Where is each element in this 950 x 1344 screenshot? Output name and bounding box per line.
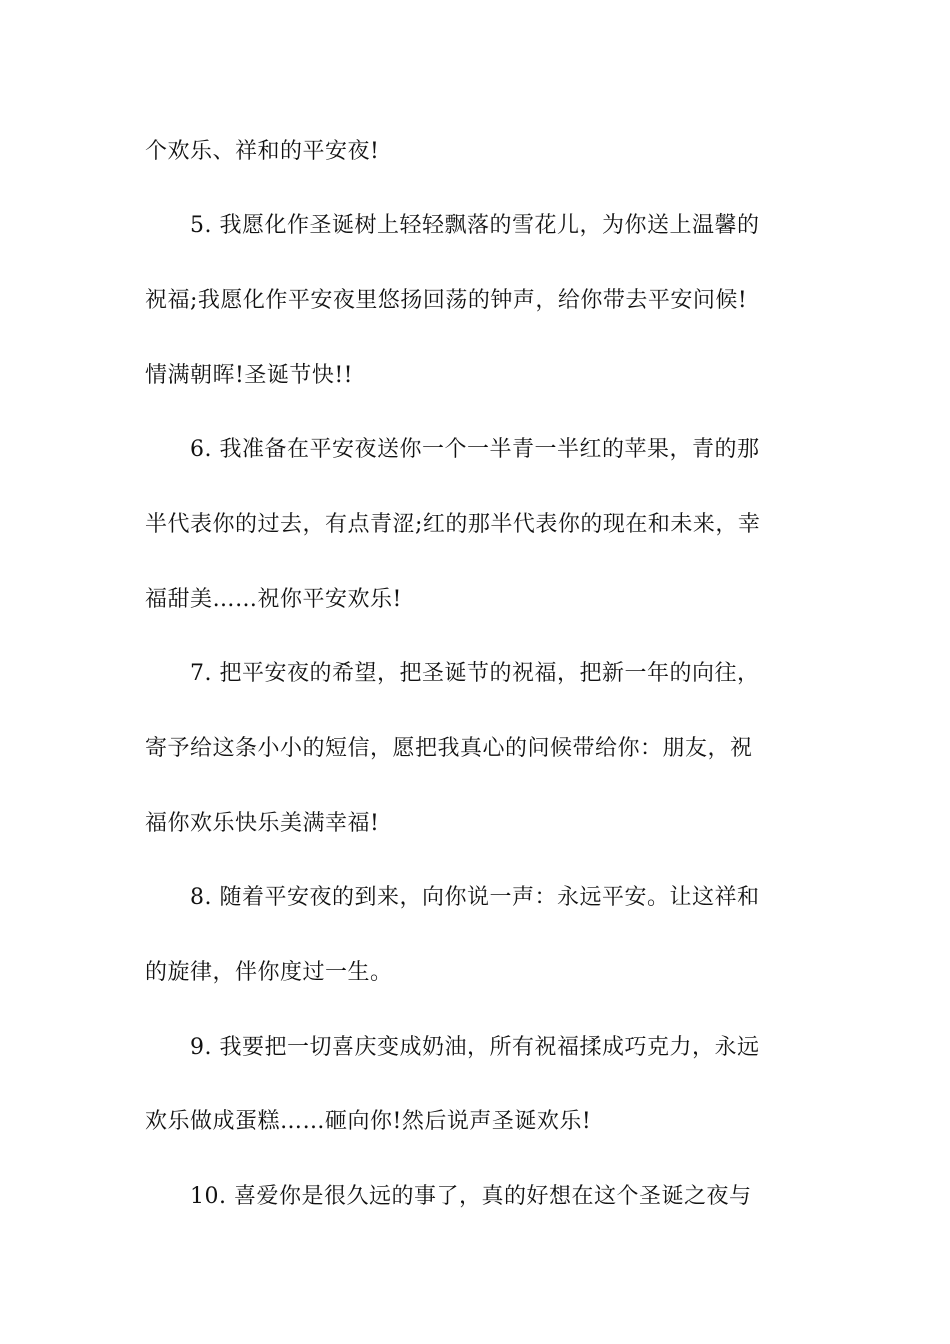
text-line: 福你欢乐快乐美满幸福! xyxy=(145,811,380,836)
text-line: 个欢乐、祥和的平安夜! xyxy=(145,139,380,164)
paragraph-9-line: 9. 我要把一切喜庆变成奶油，所有祝福揉成巧克力，永远 xyxy=(190,1035,760,1060)
paragraph-10-line: 10. 喜爱你是很久远的事了，真的好想在这个圣诞之夜与 xyxy=(190,1184,752,1209)
paragraph-5-line: 5. 我愿化作圣诞树上轻轻飘落的雪花儿，为你送上温馨的 xyxy=(190,213,760,238)
text-line: 欢乐做成蛋糕……砸向你!然后说声圣诞欢乐! xyxy=(145,1109,592,1134)
text-line: 情满朝晖!圣诞节快!! xyxy=(145,363,354,388)
text-line: 祝福;我愿化作平安夜里悠扬回荡的钟声，给你带去平安问候! xyxy=(145,288,748,313)
paragraph-6-line: 6. 我准备在平安夜送你一个一半青一半红的苹果，青的那 xyxy=(190,437,760,462)
text-line: 的旋律，伴你度过一生。 xyxy=(145,960,393,985)
paragraph-7-line: 7. 把平安夜的希望，把圣诞节的祝福，把新一年的向往， xyxy=(190,661,760,686)
text-line: 福甜美……祝你平安欢乐! xyxy=(145,587,402,612)
paragraph-8-line: 8. 随着平安夜的到来，向你说一声：永远平安。让这祥和 xyxy=(190,885,760,910)
text-line: 半代表你的过去，有点青涩;红的那半代表你的现在和未来，幸 xyxy=(145,512,761,537)
text-line: 寄予给这条小小的短信，愿把我真心的问候带给你：朋友，祝 xyxy=(145,736,753,761)
